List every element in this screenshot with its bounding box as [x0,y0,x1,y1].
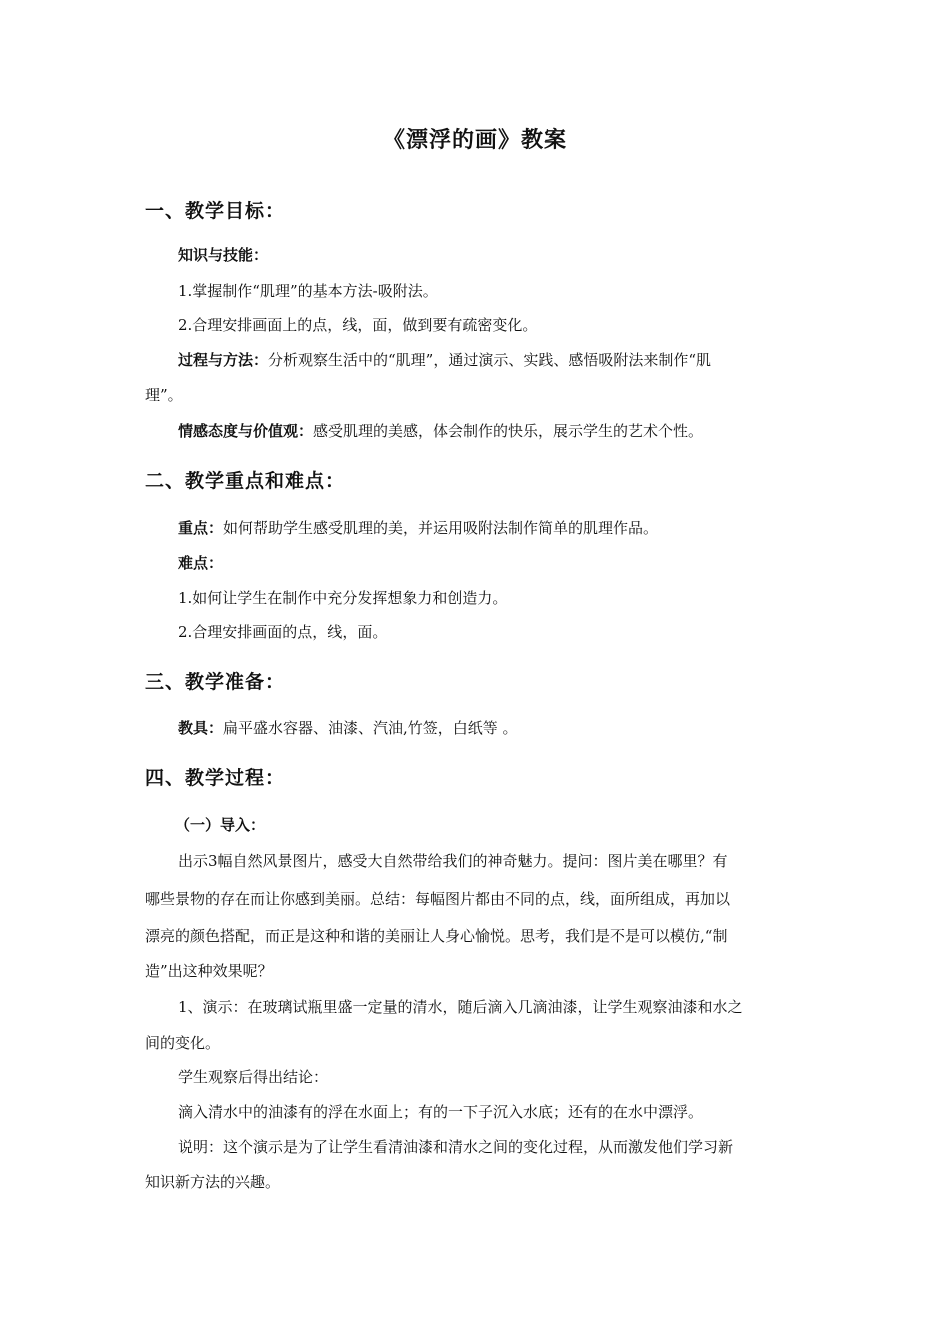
knowledge-item-1: 1.掌握制作“肌理”的基本方法-吸附法。 [178,282,438,300]
demo-paragraph-line-2: 间的变化。 [145,1034,221,1052]
demo-paragraph-line-1: 1、演示：在玻璃试瓶里盛一定量的清水，随后滴入几滴油漆，让学生观察油漆和水之 [178,998,743,1016]
intro-paragraph-line-2: 哪些景物的存在而让你感到美丽。总结：每幅图片都由不同的点，线，面所组成，再加以 [145,890,731,908]
difficulty-label: 难点： [178,554,224,572]
difficulty-item-1: 1.如何让学生在制作中充分发挥想象力和创造力。 [178,589,508,607]
observation-result: 滴入清水中的油漆有的浮在水面上；有的一下子沉入水底；还有的在水中漂浮。 [178,1103,704,1121]
process-method-text: 分析观察生活中的“肌理”，通过演示、实践、感悟吸附法来制作“肌 [268,351,712,369]
section-heading-preparation: 三、教学准备： [145,671,286,693]
section-heading-key-points: 二、教学重点和难点： [145,470,346,492]
explanation-line-1: 说明：这个演示是为了让学生看清油漆和清水之间的变化过程，从而激发他们学习新 [178,1138,734,1156]
observation-intro: 学生观察后得出结论： [178,1068,329,1086]
key-point-line [178,518,658,538]
section-heading-objectives: 一、教学目标： [145,200,286,222]
knowledge-item-2: 2.合理安排画面上的点，线，面，做到要有疏密变化。 [178,316,538,334]
teaching-tools-text: 扁平盛水容器、油漆、汽油,竹签，白纸等 。 [223,719,518,737]
key-point-text: 如何帮助学生感受肌理的美，并运用吸附法制作简单的肌理作品。 [223,519,659,537]
difficulty-item-2: 2.合理安排画面的点，线，面。 [178,623,388,641]
teaching-tools-label: 教具： [178,719,224,737]
intro-paragraph-line-4: 造”出这种效果呢？ [145,962,273,980]
knowledge-skill-label: 知识与技能： [178,246,269,264]
emotion-attitude-text: 感受肌理的美感，体会制作的快乐，展示学生的艺术个性。 [313,422,704,440]
emotion-attitude-line [178,421,703,441]
process-method-line-2: 理”。 [145,386,183,404]
intro-paragraph-line-1: 出示3幅自然风景图片，感受大自然带给我们的神奇魅力。提问：图片美在哪里？有 [178,852,728,870]
emotion-attitude-label: 情感态度与价值观： [178,422,314,440]
process-method-label: 过程与方法： [178,351,269,369]
teaching-tools-line [178,718,518,738]
document-title: 《漂浮的画》教案 [382,127,567,153]
intro-paragraph-line-3: 漂亮的颜色搭配，而正是这种和谐的美丽让人身心愉悦。思考，我们是不是可以模仿,“制 [145,927,728,945]
key-point-label: 重点： [178,519,224,537]
explanation-line-2: 知识新方法的兴趣。 [145,1173,281,1191]
subsection-intro: （一）导入： [175,816,266,834]
process-method-line-1 [178,350,711,370]
section-heading-process: 四、教学过程： [145,767,286,789]
